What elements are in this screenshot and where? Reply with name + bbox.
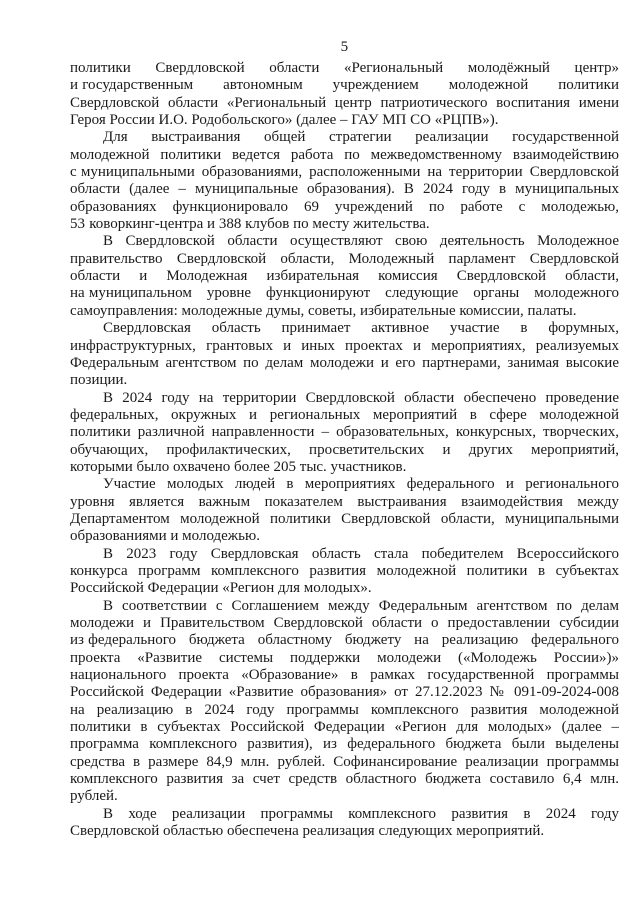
text-line: на муниципальном уровне функционируют следующие органы молодежного [70, 285, 619, 302]
text-line: области (далее – муниципальные образования). В 2024 году в муниципальных [70, 181, 619, 198]
text-line: В ходе реализации программы комплексного развития в 2024 году [103, 805, 619, 822]
text-line: В соответствии с Соглашением между Федеральным агентством по делам [103, 597, 619, 614]
text-line: молодежной политики ведется работа по межведомственному взаимодействию [70, 146, 619, 163]
text-line: проекта «Развитие системы поддержки молодежи («Молодежь России»)» [70, 649, 619, 666]
text-line: на реализацию в 2024 году программы комплексного развития молодежной [70, 701, 619, 718]
text-line: образованиях функционировало 69 учреждений по работе с молодежью, [70, 198, 619, 215]
paragraph [70, 598, 619, 806]
text-line: самоуправления: молодежные думы, советы, избирательные комиссии, палаты. [70, 302, 577, 319]
text-line: Российской Федерации «Развитие образования» от 27.12.2023 № 091-09-2024-008 [70, 684, 619, 701]
text-line: Департаментом молодежной политики Свердловской области, муниципальными [70, 510, 619, 527]
text-line: и государственным автономным учреждением молодежной политики [70, 77, 619, 94]
text-line: обучающих, профилактических, просветительских и других мероприятий, [70, 441, 619, 458]
text-line: политики Свердловской области «Региональный молодёжный центр» [70, 60, 619, 76]
paragraph [70, 390, 619, 477]
text-line: инфраструктурных, грантовых и иных проектах и мероприятиях, реализуемых [70, 337, 619, 354]
text-line: Для выстраивания общей стратегии реализации государственной [103, 129, 619, 146]
text-line: программа комплексного развития), из федерального бюджета были выделены [70, 736, 619, 753]
document-body [70, 60, 619, 840]
text-line: Участие молодых людей в мероприятиях федерального и регионального [103, 476, 619, 493]
text-line: комплексного развития за счет средств областного бюджета составило 6,4 млн. [70, 771, 619, 788]
text-line: образованиями и молодежью. [70, 528, 260, 545]
paragraph [70, 129, 619, 233]
text-line: Свердловская область принимает активное участие в форумных, [103, 320, 619, 337]
text-line: молодежи и Правительством Свердловской области о предоставлении субсидии [70, 615, 619, 631]
paragraph [70, 806, 619, 841]
text-line: В Свердловской области осуществляют свою деятельность Молодежное [103, 233, 619, 250]
text-line: В 2024 году на территории Свердловской области обеспечено проведение [103, 389, 619, 406]
paragraph [70, 233, 619, 320]
text-line: политики различной направленности – образовательных, конкурсных, творческих, [70, 424, 619, 441]
text-line: политики в субъектах Российской Федерации «Регион для молодых» (далее – [70, 719, 619, 736]
paragraph [70, 546, 619, 598]
text-line: Свердловской области «Региональный центр патриотического воспитания имени [70, 94, 619, 111]
paragraph [70, 60, 619, 129]
text-line: Героя России И.О. Родобольского» (далее – ГАУ МП СО «РЦПВ»). [70, 112, 499, 129]
text-line: позиции. [70, 372, 128, 389]
text-line: Свердловской областью обеспечена реализация следующих мероприятий. [70, 823, 545, 840]
text-line: конкурса программ комплексного развития молодежной политики в субъектах [70, 562, 619, 579]
text-line: уровня является важным показателем выстраивания взаимодействия между [70, 493, 619, 510]
text-line: средства в размере 84,9 млн. рублей. Софинансирование реализации программы [70, 753, 619, 770]
text-line: В 2023 году Свердловская область стала победителем Всероссийского [103, 545, 619, 562]
paragraph [70, 476, 619, 545]
text-line: правительство Свердловской области, Молодежный парламент Свердловской [70, 250, 619, 267]
text-line: с муниципальными образованиями, расположенными на территории Свердловской [70, 164, 619, 181]
text-line: Федеральным агентством по делам молодежи и его партнерами, занимая высокие [70, 354, 619, 371]
text-line: федеральных, окружных и региональных мероприятий в сфере молодежной [70, 406, 619, 423]
text-line: рублей. [70, 788, 118, 805]
paragraph [70, 320, 619, 389]
text-line: национального проекта «Образование» в рамках государственной программы [70, 667, 619, 684]
page-number: 5 [340, 39, 349, 55]
text-line: 53 коворкинг-центра и 388 клубов по месту жительства. [70, 216, 430, 233]
text-line: Российской Федерации «Регион для молодых». [70, 580, 372, 597]
text-line: которыми было охвачено более 205 тыс. участников. [70, 458, 407, 475]
text-line: из федерального бюджета областному бюджету на реализацию федерального [70, 632, 619, 649]
text-line: области и Молодежная избирательная комиссия Свердловской области, [70, 268, 619, 285]
